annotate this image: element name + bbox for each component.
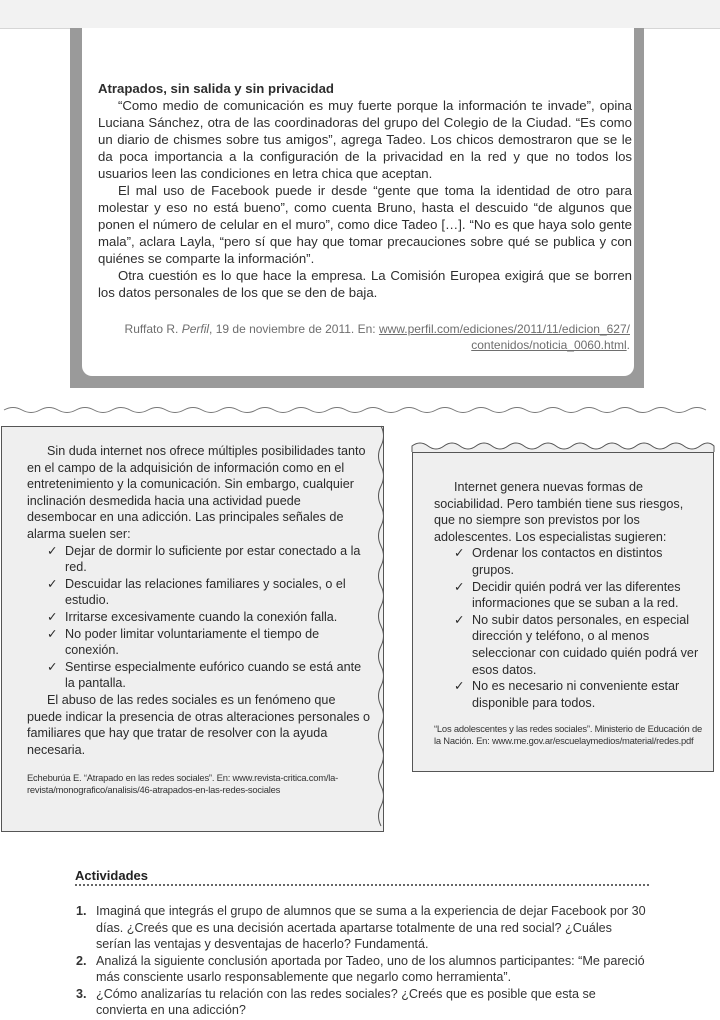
list-item: ✓ No es necesario ni conveniente estar disponible para todos.: [434, 678, 706, 711]
source-link[interactable]: www.perfil.com/ediciones/2011/11/edicion_627/: [378, 322, 630, 336]
source-author: Ruffato R.: [124, 322, 179, 336]
activity-number: 1.: [76, 904, 87, 918]
list-item: ✓ Decidir quién podrá ver las diferentes informaciones que se suban a la red.: [434, 579, 706, 612]
source-end: .: [626, 338, 630, 352]
activities-list: [76, 903, 648, 1019]
box-reference: “Los adolescentes y las redes sociales”. Ministerio de Educación de la Nación. En: www.me.gov.ar/escuelaymedios/material/redes.pdf: [434, 723, 702, 747]
activity-text: ¿Cómo analizarías tu relación con las redes sociales? ¿Creés que es posible que esta se convierta en una adicción?: [96, 986, 596, 1017]
activity-text: Imaginá que integrás el grupo de alumnos que se suma a la experiencia de dejar Facebook por 30 días. ¿Creés que es una decisión acertada apartarse totalmente de una red social? ¿Cuáles serían las ventajas y desventajas de hacerlo? Fundamentá.: [96, 904, 646, 951]
specialists-text: [434, 479, 706, 747]
specialists-list: [434, 545, 706, 711]
box-wave-edge: [374, 426, 388, 832]
list-item: ✓ Sentirse especialmente eufórico cuando se está ante la pantalla.: [27, 659, 373, 692]
article-paragraph: “Como medio de comunicación es muy fuerte porque la información te invade”, opina Luciana Sánchez, otra de las coordinadoras del grupo del Colegio de la Ciudad. “Es como un diario de chismes sobre tus amigos”, agrega Tadeo. Los chicos demostraron que se le da poca importancia a la configuración de la privacidad en la red y que no todos los usuarios leen las condiciones en letra chica que aceptan.: [98, 98, 632, 181]
activity-text: Analizá la siguiente conclusión aportada por Tadeo, uno de los alumnos participantes: “Me pareció más consciente usarlo responsablemente que negarlo como herramienta”.: [96, 953, 645, 984]
article-paragraph: Otra cuestión es lo que hace la empresa. La Comisión Europea exigirá que se borren los datos personales de los que se den de baja.: [98, 268, 632, 300]
list-item: ✓ Ordenar los contactos en distintos grupos.: [434, 545, 706, 578]
activity-number: 3.: [76, 986, 87, 1001]
activity-item: [76, 986, 648, 1019]
article-source: [98, 321, 630, 353]
list-item: ✓ No subir datos personales, en especial dirección y teléfono, o al menos seleccionar con cuidado quién podrá ver esos datos.: [434, 612, 706, 678]
box-wave-edge: [412, 436, 714, 454]
box-intro: Sin duda internet nos ofrece múltiples posibilidades tanto en el campo de la adquisición de información como en el entretenimiento y la comunicación. Sin embargo, cualquier inclinación desmedida hacia una actividad puede desembocar en una adicción. Las principales señales de alarma suelen ser:: [27, 444, 366, 541]
source-link-continued[interactable]: contenidos/noticia_0060.html: [471, 338, 627, 352]
activity-number: 2.: [76, 953, 87, 968]
top-bar: [0, 0, 720, 29]
article-title: Atrapados, sin salida y sin privacidad: [98, 81, 334, 96]
list-item: ✓ No poder limitar voluntariamente el tiempo de conexión.: [27, 626, 373, 659]
box-intro: Internet genera nuevas formas de sociabilidad. Pero también tiene sus riesgos, que no siempre son previstos por los adolescentes. Los especialistas sugieren:: [434, 480, 684, 544]
activity-item: [76, 953, 648, 986]
source-date: , 19 de noviembre de 2011. En:: [209, 322, 379, 336]
list-item: ✓ Descuidar las relaciones familiares y sociales, o el estudio.: [27, 576, 373, 609]
wave-divider: [4, 404, 716, 414]
source-publication: Perfil: [181, 322, 210, 336]
alarm-signals-list: [27, 543, 373, 692]
activities-rule: [75, 884, 649, 886]
article-paragraph: El mal uso de Facebook puede ir desde “gente que toma la identidad de otro para molestar y eso no está bueno”, como cuenta Bruno, hasta el descuido “de algunos que ponen el número de celular en el muro”, como dice Tadeo […]. “No es que haya solo gente mala”, aclara Layla, “pero sí que hay que tomar precauciones sobre qué se publica y con quiénes se comparte la información”.: [98, 183, 632, 266]
box-outro: El abuso de las redes sociales es un fenómeno que puede indicar la presencia de otras alteraciones personales o familiares que hay que tratar de resolver con la ayuda necesaria.: [27, 692, 371, 757]
list-item: ✓ Irritarse excesivamente cuando la conexión falla.: [27, 609, 373, 626]
list-item: ✓ Dejar de dormir lo suficiente por estar conectado a la red.: [27, 543, 373, 576]
alarm-signals-text: [27, 443, 373, 796]
activity-item: [76, 903, 648, 953]
article-body: [98, 80, 632, 301]
activities-title: Actividades: [75, 868, 148, 883]
box-reference: Echeburúa E. “Atrapado en las redes sociales”. En: www.revista-critica.com/la-revista/monografico/analisis/46-atrapados-en-las-redes-sociales: [27, 772, 339, 796]
